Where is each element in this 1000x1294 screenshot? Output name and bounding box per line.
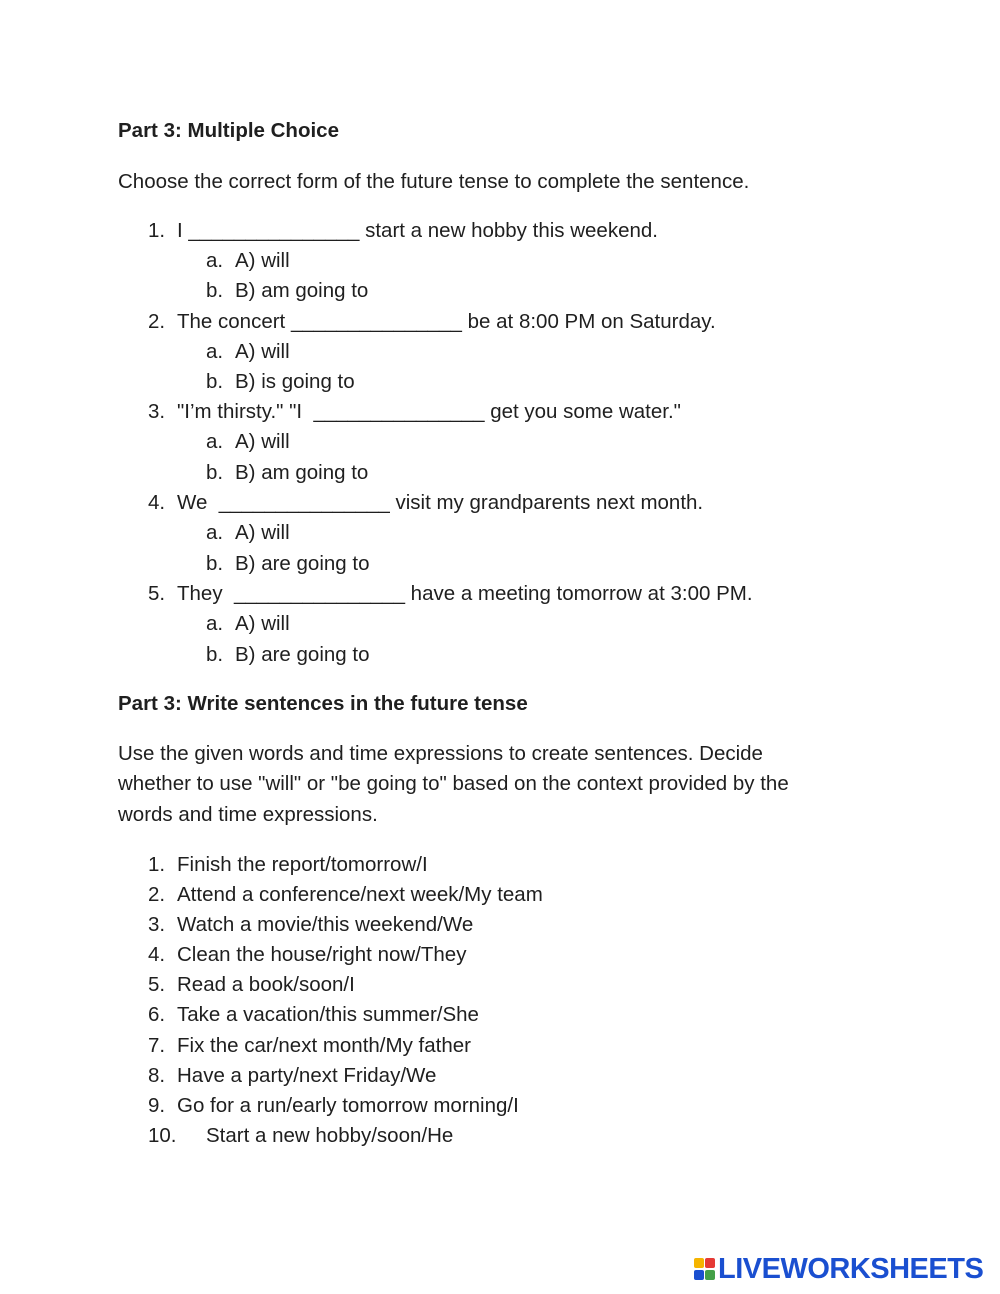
- item-number: 1.: [148, 853, 166, 876]
- write-instructions-line: Use the given words and time expressions to create sentences. Decide: [118, 742, 763, 765]
- item-number: 8.: [148, 1064, 166, 1087]
- option-letter: a.: [206, 340, 224, 363]
- question-text: The concert _______________ be at 8:00 PM on Saturday.: [177, 310, 716, 333]
- question-number: 4.: [148, 491, 166, 514]
- write-instructions-line: whether to use "will" or "be going to" based on the context provided by the: [118, 772, 789, 795]
- option-letter: b.: [206, 279, 224, 302]
- option-text[interactable]: B) is going to: [235, 370, 355, 393]
- item-text: Have a party/next Friday/We: [177, 1064, 437, 1087]
- item-number: 9.: [148, 1094, 166, 1117]
- option-letter: b.: [206, 552, 224, 575]
- question-text: I _______________ start a new hobby this weekend.: [177, 219, 658, 242]
- question-number: 3.: [148, 400, 166, 423]
- section-heading-write-sentences: Part 3: Write sentences in the future tense: [118, 692, 528, 715]
- option-letter: a.: [206, 430, 224, 453]
- item-text: Read a book/soon/I: [177, 973, 355, 996]
- question-number: 5.: [148, 582, 166, 605]
- item-text: Finish the report/tomorrow/I: [177, 853, 428, 876]
- liveworksheets-logo-text: LIVEWORKSHEETS: [718, 1253, 984, 1285]
- option-text[interactable]: A) will: [235, 612, 290, 635]
- option-letter: a.: [206, 521, 224, 544]
- option-text[interactable]: A) will: [235, 521, 290, 544]
- item-text: Watch a movie/this weekend/We: [177, 913, 474, 936]
- item-number: 2.: [148, 883, 166, 906]
- item-number: 5.: [148, 973, 166, 996]
- item-text: Take a vacation/this summer/She: [177, 1003, 479, 1026]
- item-number: 10.: [148, 1124, 177, 1147]
- option-text[interactable]: A) will: [235, 430, 290, 453]
- item-text: Start a new hobby/soon/He: [206, 1124, 454, 1147]
- question-number: 1.: [148, 219, 166, 242]
- question-text: We _______________ visit my grandparents next month.: [177, 491, 704, 514]
- option-letter: a.: [206, 612, 224, 635]
- item-number: 6.: [148, 1003, 166, 1026]
- item-text: Go for a run/early tomorrow morning/I: [177, 1094, 519, 1117]
- option-text[interactable]: B) are going to: [235, 643, 370, 666]
- option-letter: b.: [206, 461, 224, 484]
- option-letter: b.: [206, 370, 224, 393]
- mc-instructions: Choose the correct form of the future tense to complete the sentence.: [118, 170, 750, 193]
- item-text: Clean the house/right now/They: [177, 943, 467, 966]
- option-text[interactable]: B) am going to: [235, 279, 369, 302]
- item-number: 7.: [148, 1034, 166, 1057]
- liveworksheets-logo: [694, 1254, 983, 1284]
- item-number: 4.: [148, 943, 166, 966]
- question-text: They _______________ have a meeting tomorrow at 3:00 PM.: [177, 582, 753, 605]
- question-number: 2.: [148, 310, 166, 333]
- item-text: Fix the car/next month/My father: [177, 1034, 471, 1057]
- option-text[interactable]: A) will: [235, 249, 290, 272]
- option-letter: b.: [206, 643, 224, 666]
- option-letter: a.: [206, 249, 224, 272]
- write-instructions-line: words and time expressions.: [118, 803, 378, 826]
- option-text[interactable]: A) will: [235, 340, 290, 363]
- item-text: Attend a conference/next week/My team: [177, 883, 543, 906]
- liveworksheets-logo-icon: [694, 1257, 716, 1281]
- section-heading-multiple-choice: Part 3: Multiple Choice: [118, 119, 339, 142]
- item-number: 3.: [148, 913, 166, 936]
- question-text: "I’m thirsty." "I _______________ get you some water.": [177, 400, 681, 423]
- option-text[interactable]: B) am going to: [235, 461, 369, 484]
- option-text[interactable]: B) are going to: [235, 552, 370, 575]
